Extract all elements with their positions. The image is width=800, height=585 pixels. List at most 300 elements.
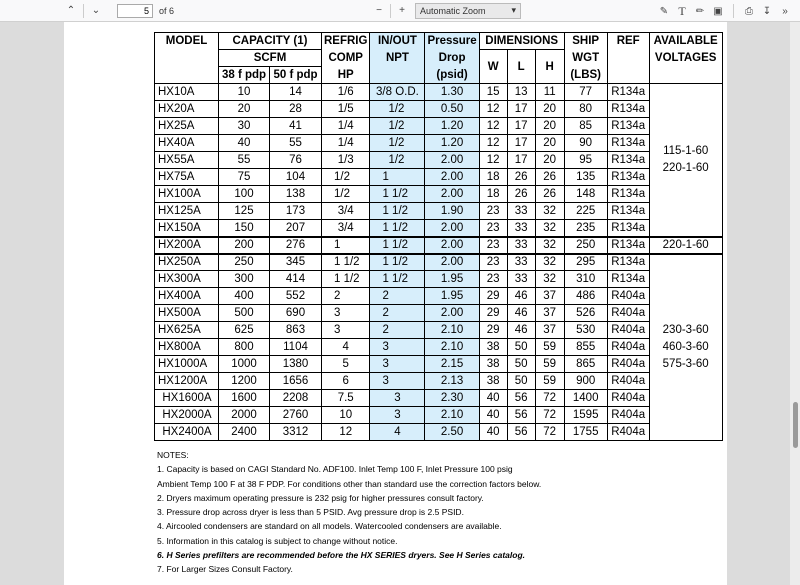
cell-model: HX625A (155, 322, 219, 339)
cell-ref: R134a (607, 203, 649, 220)
cell-l: 17 (507, 152, 535, 169)
text-tool-icon[interactable]: T (678, 3, 686, 18)
cell-hp: 1/3 (322, 152, 370, 169)
note-5: 5. Information in this catalog is subject to change without notice. (157, 535, 398, 546)
cell-w: 40 (479, 390, 507, 407)
cell-ref: R134a (607, 135, 649, 152)
cell-wgt: 77 (564, 84, 607, 101)
cell-model: HX1000A (155, 356, 219, 373)
cell-ref: R404a (607, 356, 649, 373)
cell-npt: 3 (370, 356, 425, 373)
cell-npt: 2 (370, 322, 425, 339)
cell-npt: 1/2 (370, 152, 425, 169)
cell-cap38: 30 (219, 118, 270, 135)
cell-w: 23 (479, 254, 507, 271)
cell-wgt: 80 (564, 101, 607, 118)
zoom-in-button[interactable]: + (399, 5, 405, 16)
cell-hp: 1/4 (322, 135, 370, 152)
cell-model: HX400A (155, 288, 219, 305)
note-6: 6. H Series prefilters are recommended before the HX SERIES dryers. See H Series catalog. (157, 550, 526, 561)
note-4: 4. Aircooled condensers are standard on all models. Watercooled condensers are available. (157, 521, 502, 532)
print-icon[interactable]: ⎙ (745, 5, 753, 17)
cell-l: 13 (507, 84, 535, 101)
cell-cap50: 207 (270, 220, 322, 237)
header-voltages: VOLTAGES (649, 50, 722, 67)
cell-hp: 3 (322, 305, 370, 322)
image-tool-icon[interactable]: ▣ (713, 5, 723, 17)
voltage-group-1 (649, 84, 722, 237)
cell-cap50: 104 (270, 169, 322, 186)
header-h: H (535, 50, 564, 84)
header-available: AVAILABLE (649, 33, 722, 50)
cell-l: 17 (507, 101, 535, 118)
cell-drop: 2.00 (425, 186, 479, 203)
cell-w: 40 (479, 407, 507, 424)
scroll-thumb[interactable] (793, 402, 798, 448)
voltage-group-2: 220-1-60 (649, 237, 722, 254)
cell-npt: 2 (370, 288, 425, 305)
cell-cap38: 1200 (219, 373, 270, 390)
note-3: 3. Pressure drop across dryer is less than 5 PSID. Avg pressure drop is 2.5 PSID. (157, 507, 464, 518)
cell-h: 37 (535, 305, 564, 322)
cell-cap38: 20 (219, 101, 270, 118)
cell-ref: R404a (607, 407, 649, 424)
cell-model: HX55A (155, 152, 219, 169)
cell-cap38: 300 (219, 271, 270, 288)
zoom-select-value: Automatic Zoom (420, 5, 486, 16)
cell-ref: R404a (607, 424, 649, 441)
table-row (155, 237, 723, 254)
pdf-page (64, 22, 727, 585)
cell-wgt: 95 (564, 152, 607, 169)
table-row (155, 373, 723, 390)
cell-h: 32 (535, 254, 564, 271)
notes-section (157, 448, 541, 577)
cell-w: 12 (479, 152, 507, 169)
voltage-group-3 (649, 254, 722, 441)
header-refrig: REFRIG (322, 33, 370, 50)
header-row-2 (155, 50, 723, 67)
cell-h: 59 (535, 373, 564, 390)
cell-cap50: 28 (270, 101, 322, 118)
toolbar-divider (390, 4, 391, 18)
cell-cap38: 125 (219, 203, 270, 220)
cell-wgt: 250 (564, 237, 607, 254)
cell-ref: R404a (607, 288, 649, 305)
header-lbs: (LBS) (564, 67, 607, 84)
cell-npt: 3 (370, 390, 425, 407)
cell-cap50: 55 (270, 135, 322, 152)
table-row (155, 322, 723, 339)
cell-cap38: 400 (219, 288, 270, 305)
cell-w: 15 (479, 84, 507, 101)
table-row (155, 254, 723, 271)
zoom-select[interactable] (415, 3, 521, 19)
cell-ref: R134a (607, 254, 649, 271)
cell-cap50: 690 (270, 305, 322, 322)
cell-wgt: 530 (564, 322, 607, 339)
cell-ref: R134a (607, 186, 649, 203)
cell-cap50: 1104 (270, 339, 322, 356)
chevron-up-icon[interactable]: ⌃ (66, 5, 76, 16)
cell-cap38: 75 (219, 169, 270, 186)
cell-w: 38 (479, 373, 507, 390)
cell-ref: R404a (607, 305, 649, 322)
cell-model: HX500A (155, 305, 219, 322)
table-row (155, 407, 723, 424)
header-scfm: SCFM (219, 50, 322, 67)
cell-cap50: 552 (270, 288, 322, 305)
cell-drop: 2.00 (425, 305, 479, 322)
table-row (155, 203, 723, 220)
cell-h: 72 (535, 407, 564, 424)
table-row (155, 339, 723, 356)
cell-ref: R404a (607, 373, 649, 390)
cell-h: 26 (535, 186, 564, 203)
table-row (155, 288, 723, 305)
table-row (155, 169, 723, 186)
header-drop: Drop (425, 50, 479, 67)
cell-cap50: 1380 (270, 356, 322, 373)
cell-w: 40 (479, 424, 507, 441)
header-row-1 (155, 33, 723, 50)
header-npt: NPT (370, 50, 425, 67)
cell-npt: 3 (370, 339, 425, 356)
header-comp: COMP (322, 50, 370, 67)
header-50pdp: 50 f pdp (270, 67, 322, 84)
cell-npt: 1/2 (370, 135, 425, 152)
cell-model: HX20A (155, 101, 219, 118)
cell-drop: 2.00 (425, 152, 479, 169)
cell-l: 50 (507, 356, 535, 373)
cell-h: 32 (535, 237, 564, 254)
cell-drop: 1.30 (425, 84, 479, 101)
table-row (155, 356, 723, 373)
cell-drop: 2.00 (425, 254, 479, 271)
zoom-out-button[interactable]: − (376, 5, 382, 16)
cell-ref: R134a (607, 237, 649, 254)
header-38pdp: 38 f pdp (219, 67, 270, 84)
cell-h: 59 (535, 356, 564, 373)
cell-npt: 3 (370, 373, 425, 390)
right-tools (655, 2, 794, 20)
cell-hp: 3/4 (322, 203, 370, 220)
cell-drop: 2.15 (425, 356, 479, 373)
cell-cap38: 40 (219, 135, 270, 152)
cell-npt: 1 1/2 (370, 237, 425, 254)
cell-npt: 1 1/2 (370, 220, 425, 237)
cell-wgt: 85 (564, 118, 607, 135)
cell-npt: 1 1/2 (370, 186, 425, 203)
cell-drop: 2.30 (425, 390, 479, 407)
cell-drop: 1.90 (425, 203, 479, 220)
cell-wgt: 90 (564, 135, 607, 152)
cell-w: 12 (479, 118, 507, 135)
cell-h: 37 (535, 288, 564, 305)
cell-h: 11 (535, 84, 564, 101)
cell-wgt: 295 (564, 254, 607, 271)
cell-wgt: 865 (564, 356, 607, 373)
cell-h: 32 (535, 271, 564, 288)
cell-drop: 1.95 (425, 271, 479, 288)
table-row (155, 424, 723, 441)
cell-ref: R134a (607, 118, 649, 135)
cell-cap38: 500 (219, 305, 270, 322)
cell-drop: 2.10 (425, 407, 479, 424)
cell-hp: 1/6 (322, 84, 370, 101)
table-row (155, 186, 723, 203)
cell-hp: 1/2 (322, 169, 370, 186)
cell-model: HX25A (155, 118, 219, 135)
cell-hp: 1 1/2 (322, 271, 370, 288)
cell-wgt: 235 (564, 220, 607, 237)
cell-l: 33 (507, 203, 535, 220)
cell-cap50: 173 (270, 203, 322, 220)
cell-w: 38 (479, 339, 507, 356)
cell-model: HX250A (155, 254, 219, 271)
header-l: L (507, 50, 535, 84)
cell-l: 46 (507, 288, 535, 305)
cell-l: 46 (507, 322, 535, 339)
cell-hp: 1/2 (322, 186, 370, 203)
cell-h: 37 (535, 322, 564, 339)
cell-cap38: 200 (219, 237, 270, 254)
cell-h: 72 (535, 390, 564, 407)
cell-ref: R134a (607, 271, 649, 288)
cell-npt: 1/2 (370, 118, 425, 135)
cell-cap38: 10 (219, 84, 270, 101)
cell-h: 20 (535, 135, 564, 152)
cell-w: 29 (479, 288, 507, 305)
cell-l: 17 (507, 135, 535, 152)
cell-wgt: 1400 (564, 390, 607, 407)
cell-model: HX2400A (155, 424, 219, 441)
cell-w: 23 (479, 271, 507, 288)
cell-cap50: 14 (270, 84, 322, 101)
cell-ref: R404a (607, 322, 649, 339)
cell-npt: 2 (370, 305, 425, 322)
cell-model: HX200A (155, 237, 219, 254)
cell-h: 59 (535, 339, 564, 356)
table-row (155, 135, 723, 152)
cell-cap50: 2208 (270, 390, 322, 407)
cell-ref: R404a (607, 339, 649, 356)
cell-cap38: 100 (219, 186, 270, 203)
cell-hp: 6 (322, 373, 370, 390)
cell-cap50: 76 (270, 152, 322, 169)
cell-model: HX300A (155, 271, 219, 288)
cell-hp: 1/4 (322, 118, 370, 135)
cell-cap38: 150 (219, 220, 270, 237)
cell-npt: 1 (370, 169, 425, 186)
table-row (155, 84, 723, 101)
table-row (155, 118, 723, 135)
cell-cap38: 2000 (219, 407, 270, 424)
cell-l: 33 (507, 271, 535, 288)
highlight-pen-icon[interactable]: ✎ (659, 5, 669, 17)
cell-npt: 1 1/2 (370, 254, 425, 271)
cell-hp: 1/5 (322, 101, 370, 118)
pdf-toolbar (0, 0, 800, 22)
cell-npt: 1/2 (370, 101, 425, 118)
cell-wgt: 1595 (564, 407, 607, 424)
cell-h: 26 (535, 169, 564, 186)
cell-cap38: 2400 (219, 424, 270, 441)
cell-l: 26 (507, 169, 535, 186)
cell-cap38: 250 (219, 254, 270, 271)
cell-model: HX1600A (155, 390, 219, 407)
cell-drop: 2.00 (425, 169, 479, 186)
cell-cap50: 138 (270, 186, 322, 203)
cell-drop: 2.13 (425, 373, 479, 390)
cell-wgt: 135 (564, 169, 607, 186)
cell-drop: 2.00 (425, 220, 479, 237)
more-tools-icon[interactable]: » (782, 5, 788, 17)
cell-w: 29 (479, 322, 507, 339)
cell-npt: 1 1/2 (370, 271, 425, 288)
cell-cap38: 1600 (219, 390, 270, 407)
page-number-input[interactable] (117, 4, 153, 18)
cell-cap38: 55 (219, 152, 270, 169)
table-row (155, 220, 723, 237)
cell-w: 23 (479, 203, 507, 220)
cell-model: HX40A (155, 135, 219, 152)
note-1: 1. Capacity is based on CAGI Standard No. ADF100. Inlet Temp 100 F, Inlet Pressure 100 psig (157, 464, 513, 475)
cell-w: 38 (479, 356, 507, 373)
cell-l: 50 (507, 339, 535, 356)
cell-hp: 5 (322, 356, 370, 373)
note-7: 7. For Larger Sizes Consult Factory. (157, 564, 293, 575)
table-row (155, 271, 723, 288)
cell-l: 46 (507, 305, 535, 322)
cell-hp: 3 (322, 322, 370, 339)
header-ref: REF (607, 33, 649, 50)
cell-drop: 2.50 (425, 424, 479, 441)
cell-cap50: 2760 (270, 407, 322, 424)
vertical-scrollbar[interactable] (790, 22, 800, 585)
cell-l: 56 (507, 390, 535, 407)
cell-l: 33 (507, 220, 535, 237)
cell-cap38: 625 (219, 322, 270, 339)
cell-w: 23 (479, 220, 507, 237)
cell-hp: 4 (322, 339, 370, 356)
cell-ref: R134a (607, 84, 649, 101)
cell-cap50: 1656 (270, 373, 322, 390)
header-model: MODEL (155, 33, 219, 50)
table-body (155, 84, 723, 441)
toolbar-divider (83, 4, 84, 18)
cell-w: 29 (479, 305, 507, 322)
chevron-down-icon: ▾ (511, 5, 517, 15)
cell-cap50: 41 (270, 118, 322, 135)
cell-l: 26 (507, 186, 535, 203)
cell-l: 56 (507, 424, 535, 441)
cell-cap38: 1000 (219, 356, 270, 373)
cell-wgt: 855 (564, 339, 607, 356)
cell-h: 20 (535, 101, 564, 118)
table-row (155, 152, 723, 169)
table-row (155, 390, 723, 407)
cell-hp: 3/4 (322, 220, 370, 237)
cell-l: 17 (507, 118, 535, 135)
cell-ref: R404a (607, 390, 649, 407)
cell-hp: 12 (322, 424, 370, 441)
cell-wgt: 225 (564, 203, 607, 220)
cell-drop: 1.95 (425, 288, 479, 305)
chevron-down-icon[interactable]: ⌄ (91, 5, 101, 16)
cell-l: 33 (507, 254, 535, 271)
page-total-label: of 6 (159, 5, 175, 16)
cell-h: 20 (535, 118, 564, 135)
cell-hp: 10 (322, 407, 370, 424)
table-row (155, 101, 723, 118)
cell-w: 18 (479, 169, 507, 186)
voltage-value: 220-1-60 (662, 161, 709, 174)
header-inout: IN/OUT (370, 33, 425, 50)
header-ship: SHIP (564, 33, 607, 50)
cell-npt: 3 (370, 407, 425, 424)
cell-drop: 2.10 (425, 339, 479, 356)
cell-model: HX125A (155, 203, 219, 220)
cell-l: 50 (507, 373, 535, 390)
cell-h: 20 (535, 152, 564, 169)
header-pressure: Pressure (425, 33, 479, 50)
cell-ref: R134a (607, 152, 649, 169)
cell-cap50: 863 (270, 322, 322, 339)
cell-cap50: 3312 (270, 424, 322, 441)
header-hp: HP (322, 67, 370, 84)
cell-drop: 1.20 (425, 135, 479, 152)
cell-cap38: 800 (219, 339, 270, 356)
draw-icon[interactable]: ✏ (695, 5, 705, 17)
cell-ref: R134a (607, 169, 649, 186)
cell-w: 12 (479, 135, 507, 152)
header-row-3 (155, 67, 723, 84)
cell-model: HX150A (155, 220, 219, 237)
cell-w: 12 (479, 101, 507, 118)
cell-hp: 2 (322, 288, 370, 305)
cell-npt: 1 1/2 (370, 203, 425, 220)
cell-drop: 0.50 (425, 101, 479, 118)
cell-wgt: 486 (564, 288, 607, 305)
header-psid: (psid) (425, 67, 479, 84)
cell-cap50: 345 (270, 254, 322, 271)
cell-l: 33 (507, 237, 535, 254)
voltage-value: 460-3-60 (662, 340, 709, 353)
cell-wgt: 900 (564, 373, 607, 390)
cell-model: HX75A (155, 169, 219, 186)
cell-wgt: 148 (564, 186, 607, 203)
header-wgt: WGT (564, 50, 607, 67)
save-icon[interactable]: ↧ (762, 5, 772, 17)
cell-model: HX100A (155, 186, 219, 203)
note-2: 2. Dryers maximum operating pressure is 232 psig for higher pressures consult factory. (157, 492, 484, 503)
cell-l: 56 (507, 407, 535, 424)
cell-hp: 1 (322, 237, 370, 254)
cell-wgt: 526 (564, 305, 607, 322)
cell-model: HX1200A (155, 373, 219, 390)
cell-model: HX2000A (155, 407, 219, 424)
cell-ref: R134a (607, 220, 649, 237)
cell-drop: 1.20 (425, 118, 479, 135)
cell-hp: 7.5 (322, 390, 370, 407)
cell-cap50: 414 (270, 271, 322, 288)
cell-npt: 4 (370, 424, 425, 441)
table-row (155, 305, 723, 322)
cell-wgt: 310 (564, 271, 607, 288)
cell-hp: 1 1/2 (322, 254, 370, 271)
sidebar-toggle-icon[interactable] (4, 2, 22, 20)
